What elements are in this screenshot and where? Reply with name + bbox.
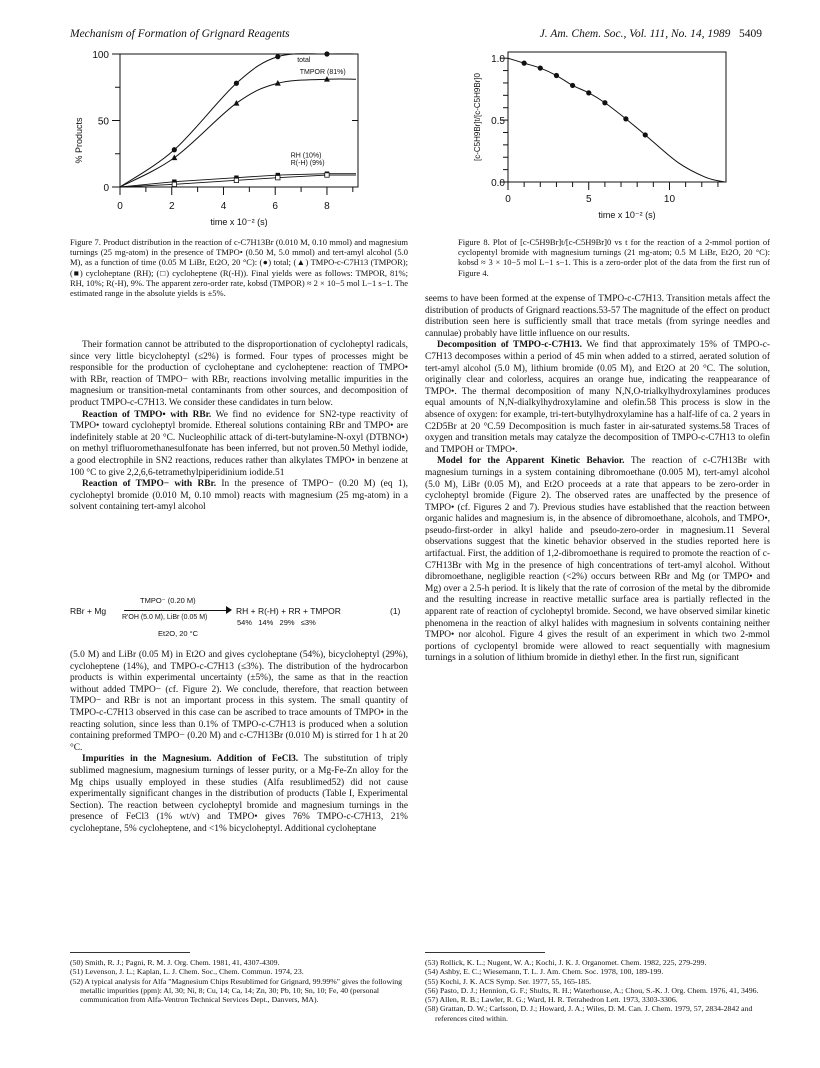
paragraph-body: (5.0 M) and LiBr (0.05 M) in Et2O and gives cycloheptane (54%), bicycloheptyl (29%), cycloheptene (14%), and TMPO-c-C7H13 (≤3%). The distribution of the hydrocarbon products is within experimental uncertainty (±5%), the same as that in the reaction without added TMPO− (cf. Figure 2). We conclude, therefore, that reaction between TMPO− and RBr is not an important process in this system. The small quantity of TMPO-c-C7H13 observed in this case can be ascribed to trace amounts of TMPO• in the reacting solution, since less than 0.1% of TMPO-c-C7H13 is produced when a solution containing preformed TMPO− (0.20 M) and c-C7H13Br (0.010 M) is stirred for 1 h at 20 °C. (70, 650, 408, 753)
paragraph (70, 754, 408, 835)
y-tick-label: 0.5 (491, 116, 505, 128)
paragraph-body: We find that approximately 15% of TMPO-c-C7H13 decomposes within a period of 45 min when added to a stirred, aerated solution of tert-amyl alcohol (5.0 M), lithium bromide (0.05 M), and Et2O at 20 °C. The solution, originally clear and colorless, acquires an orange hue, indicating the reappearance of TMPO•. The thermal decomposition of many N,N,O-trialkylhydroxylamines produces equal amounts of N,N-dialkylhydroxylamine and olefin.58 This process is slow in the absence of oxygen: for example, tri-tert-butylhydroxylamine has a half-life of ca. 2 years in C2D5Br at 20 °C.59 Decomposition is much faster in air-saturated systems.58 Traces of oxygen and transition metals may catalyze the decomposition of TMPO-c-C7H13 to olefin and TMPOH or TMPO•. (425, 340, 770, 455)
data-point-circle (275, 54, 280, 59)
equation-1 (70, 596, 408, 648)
eq-below-arrow-2: Et2O, 20 °C (158, 629, 199, 638)
x-tick-label: 5 (585, 194, 592, 205)
footnote: (53) Rollick, K. L.; Nugent, W. A.; Kochi, J. K. J. Organomet. Chem. 1982, 225, 279-299. (425, 958, 707, 967)
data-point-circle (538, 65, 543, 70)
annotation-tmpor: TMPOR (81%) (299, 68, 346, 76)
annotation-rmh: R(-H) (9%) (290, 160, 325, 168)
eq-above-arrow: TMPO⁻ (0.20 M) (140, 596, 196, 605)
footnote: (52) A typical analysis for Alfa "Magnesium Chips Resublimed for Grignard, 99.99%" gives the following metallic impurities (ppm): Al, 30; Ni, 8; Cu, 14; Ca, 14; Zn, 30; Pb, 10; Sn, 10; Fe, 40 (personal communication from Alfa-Ventron Technical Services Dept., Danvers, MA). (70, 976, 403, 1005)
data-point-circle (324, 51, 329, 56)
paragraph-body: The substitution of triply sublimed magnesium, magnesium turnings of lesser purity, or a Mg-Fe-Zn alloy for the Mg chips usually employed in these studies (Alfa resublimed52) did not cause experimentally significant changes in the distribution of products (Table I, Experimental Section). The reaction between cycloheptyl bromide and magnesium turnings in the presence of FeCl3 (1% wt/v) and TMPO• gives 76% TMPO-c-C7H13, 21% cycloheptane, 5% cycloheptene, and <1% bicycloheptyl. Additional cycloheptane (70, 754, 408, 834)
paragraph (70, 650, 408, 754)
paragraph (425, 456, 770, 665)
y-tick-label: 1.0 (491, 54, 505, 66)
footnote-rule-left (70, 952, 190, 953)
eq-below-arrow: R'OH (5.0 M), LiBr (0.05 M) (122, 614, 208, 621)
figure-7-chart (68, 42, 368, 234)
eq-yields: 54% 14% 29% ≤3% (237, 618, 316, 627)
data-point-circle (570, 83, 575, 88)
paragraph-heading: Reaction of TMPO− with RBr. (82, 479, 217, 490)
paragraph-body: seems to have been formed at the expense of TMPO-c-C7H13. Transition metals affect the distribution of products of Grignard reactions.53-57 The magnitude of the effect on product distribution seen here is sufficiently small that trace metals (from syringe needles and cannulae) probably have little influence on our results. (425, 294, 770, 339)
figure-7-labels (74, 50, 346, 227)
x-tick-label: 4 (220, 201, 227, 212)
y-tick-label: 0 (103, 183, 109, 194)
data-point-circle (623, 116, 628, 121)
footnote: (50) Smith, R. J.; Pagni, R. M. J. Org. Chem. 1981, 41, 4307-4309. (70, 958, 280, 967)
figure-7-caption: Figure 7. Product distribution in the reaction of c-C7H13Br (0.010 M, 0.10 mmol) and magnesium turnings (25 mg-atom) in the presence of TMPO• (0.50 M, 5.0 mmol) and tert-amyl alcohol (5.0 M), as a function of time (0.05 M LiBr, Et2O, 20 °C): (●) total; (▲) TMPO-c-C7H13 (TMPOR); (■) cycloheptane (RH); (□) cycloheptene (R(-H)). Final yields were as follows: TMPOR, 81%; RH, 10%; R(-H), 9%. The apparent zero-order rate, kobsd (TMPOR) ≈ 2 × 10−5 mol L−1 s−1. The estimated range in the absolute yields is ±5%. (70, 237, 408, 299)
footnote: (57) Allen, R. B.; Lawler, R. G.; Ward, H. R. Tetrahedron Lett. 1973, 3303-3306. (425, 995, 678, 1005)
paragraph (425, 294, 770, 340)
data-point-circle (522, 61, 527, 66)
figure-8-axes (500, 52, 726, 190)
x-tick-label: 10 (663, 194, 676, 205)
x-tick-label: 0 (505, 194, 511, 205)
data-point-open-square (276, 175, 280, 179)
data-point-triangle (171, 155, 177, 161)
figure-8-series (508, 58, 724, 182)
footnote: (56) Pasto, D. J.; Hennion, G. F.; Shults, R. H.; Waterhouse, A.; Chou, S.-K. J. Org. Chem. 1976, 41, 3496. (425, 985, 759, 995)
data-point-circle (554, 73, 559, 78)
x-tick-label: 2 (168, 201, 175, 212)
footnotes-right (425, 958, 770, 1023)
paragraph (70, 340, 408, 410)
eq-number: (1) (390, 606, 401, 616)
paragraph-heading: Reaction of TMPO• with RBr. (82, 409, 212, 420)
paragraph-body: We find no evidence for SN2-type reactivity of TMPO• toward cycloheptyl bromide. Ethereal solutions containing RBr and TMPO• are indefinitely stable at 20 °C. Nucleophilic attack of di-tert-butylamine-N-oxyl (DTBNO•) on methyl trifluoromethanesulfonate has been inferred, but not proven.50 Methyl iodide, a good electrophile in SN2 reactions, reduces rather than alkylates TMPO• in benzene at 100 °C to give 2,2,6,6-tetramethylpiperidinium iodide.51 (70, 409, 408, 478)
data-point-circle (586, 90, 591, 95)
paragraph-body: In the presence of TMPO− (0.20 M) (eq 1), cycloheptyl bromide (0.010 M, 0.10 mmol) reacts with magnesium (25 mg-atom) in a solvent containing tert-amyl alcohol (70, 479, 408, 513)
footnote: (58) Grattan, D. W.; Carlsson, D. J.; Howard, J. A.; Wiles, D. M. Can. J. Chem. 1979, 57, 2834-2842 and references cited within. (425, 1004, 753, 1023)
paragraph-heading: Model for the Apparent Kinetic Behavior. (437, 456, 625, 467)
data-point-circle (172, 147, 177, 152)
series-line-1 (120, 79, 356, 187)
paragraph-body: The reaction of c-C7H13Br with magnesium turnings in a system containing dibromoethane (0.005 M), tert-amyl alcohol (5.0 M), LiBr (0.05 M), and Et2O proceeds at a rate that appears to be zero-order in cycloheptyl bromide (Figure 2). The observed rates are unaffected by the presence of TMPO• (cf. Figures 2 and 7). Previous studies have established that the reaction between organic halides and magnesium is, in the absence of dibromoethane, alcohols, and TMPO•, pseudo-first-order in alkyl halide and pseudo-zero-order in magnesium.11 Several observations suggest that the kinetic behavior observed in the studies reported here is artifactual. First, the addition of 1,2-dibromoethane is required to promote the reaction of c-C7H13Br with Mg in the presence of high concentrations of tert-amyl alcohol. Without dibromoethane, negligible reaction (<2%) occurs between RBr and Mg (or TMPO• and Mg) over a 2.5-h period. It is likely that the rate of corrosion of the metal by the dibromide and the resulting increase in reactive metallic surface area is partially reflected in the apparent rate of reaction of cycloheptyl bromide. Second, we have observed similar kinetic phenomena in the reaction of alkyl halides with magnesium in solvents containing neither TMPO• nor alcohol. Figure 4 gives the result of an experiment in which two 2-mmol portions of cyclopentyl bromide were allowed to react sequentially with magnesium turnings in a solution of lithium bromide in diethyl ether. In the first run, significant (425, 456, 770, 664)
y-axis-label: [c-C5H9Br]t/[c-C5H9Br]0 (473, 72, 482, 162)
y-tick-label: 50 (97, 116, 109, 128)
data-point-open-square (172, 182, 176, 186)
eq-arrow-line (124, 610, 230, 611)
data-point-open-square (234, 178, 238, 182)
x-tick-label: 0 (117, 201, 123, 212)
arrow-head-icon (226, 606, 232, 614)
paragraph-body: Their formation cannot be attributed to the disproportionation of cycloheptyl radicals, since very little bicycloheptyl (≤2%) is formed. Four types of processes might be responsible for the production of cycloheptane and cycloheptene: reaction of TMPO• with RBr, reaction of TMPO− with RBr, reactions involving metallic impurities in the magnesium or transition-metal contaminants from other sources, and decomposition of product TMPO-c-C7H13. We consider these candidates in turn below. (70, 340, 408, 408)
x-tick-label: 8 (324, 201, 330, 212)
data-point-circle (234, 81, 239, 86)
y-tick-label: 0.0 (491, 178, 505, 189)
footnotes-left (70, 958, 408, 1004)
eq-reactants: RBr + Mg (70, 606, 107, 616)
paragraph-heading: Decomposition of TMPO-c-C7H13. (437, 340, 582, 351)
y-tick-label: 100 (92, 50, 109, 61)
left-column-text (70, 340, 408, 514)
right-column-text (425, 294, 770, 665)
running-header-title: Mechanism of Formation of Grignard Reagents (70, 28, 290, 40)
footnote-rule-right (425, 952, 545, 953)
page-number: 5409 (739, 28, 762, 40)
y-axis-label: % Products (74, 117, 84, 164)
paragraph (425, 340, 770, 456)
figure-8-chart (468, 42, 758, 234)
fitted-curve (508, 58, 724, 182)
footnote: (51) Levenson, J. L.; Kaplan, L. J. Chem. Soc., Chem. Commun. 1974, 23. (70, 967, 304, 977)
annotation-rh: RH (10%) (290, 152, 322, 160)
footnote: (55) Kochi, J. K. ACS Symp. Ser. 1977, 55, 165-185. (425, 976, 592, 986)
data-point-circle (643, 132, 648, 137)
left-column-text-2 (70, 650, 408, 836)
x-axis-label: time x 10⁻² (s) (598, 210, 656, 220)
paragraph (70, 410, 408, 480)
x-axis-label: time x 10⁻² (s) (210, 217, 268, 227)
plot-frame (508, 52, 726, 182)
annotation-total: total (297, 56, 311, 64)
footnote: (54) Ashby, E. C.; Wiesemann, T. L. J. Am. Chem. Soc. 1978, 100, 189-199. (425, 967, 664, 977)
x-tick-label: 6 (272, 201, 278, 212)
eq-products: RH + R(-H) + RR + TMPOR (236, 606, 341, 616)
paragraph-heading: Impurities in the Magnesium. Addition of FeCl3. (82, 754, 299, 765)
figure-8-caption: Figure 8. Plot of [c-C5H9Br]t/[c-C5H9Br]0 vs t for the reaction of a 2-mmol portion of cyclopentyl bromide with magnesium turnings (21 mg-atom; 0.5 M LiBr, Et2O, 20 °C): kobsd ≈ 3 × 10−5 mol L−1 s−1. This is a zero-order plot of the data from the first run of Figure 4. (458, 237, 770, 278)
running-header-journal (540, 28, 762, 40)
data-point-circle (602, 100, 607, 105)
data-point-triangle (233, 100, 239, 106)
data-point-open-square (325, 173, 329, 177)
journal-citation: J. Am. Chem. Soc., Vol. 111, No. 14, 1989 (539, 28, 731, 40)
paragraph (70, 479, 408, 514)
